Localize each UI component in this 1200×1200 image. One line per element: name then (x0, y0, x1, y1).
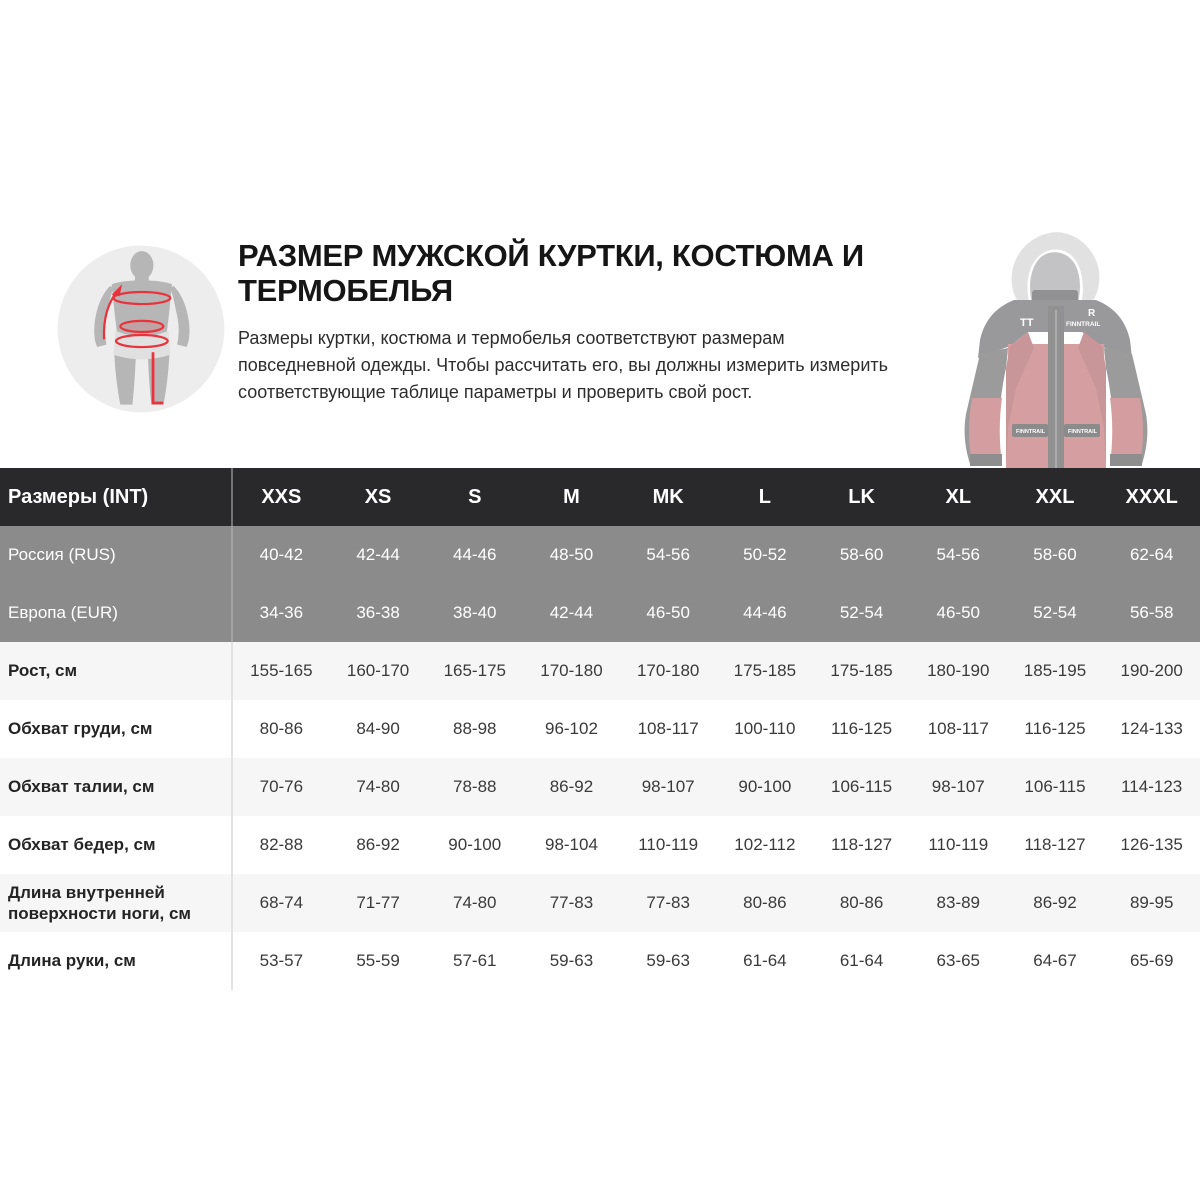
jacket-chest-logo: TT (1020, 317, 1034, 329)
size-cell: 36-38 (356, 603, 400, 622)
row-label: Обхват талии, см (0, 758, 233, 816)
size-cell: 44-46 (743, 603, 787, 622)
table-row (0, 874, 1200, 932)
table-row (0, 526, 1200, 584)
size-cell: 84-90 (356, 719, 400, 738)
size-cell: 78-88 (453, 777, 497, 796)
column-header-m: M (563, 485, 580, 508)
row-label: Длина внутренней поверхности ноги, см (0, 874, 233, 932)
table-corner-label: Размеры (INT) (0, 468, 233, 526)
table-row (0, 584, 1200, 642)
size-cell: 59-63 (646, 951, 690, 970)
intro-text-block (238, 238, 938, 406)
row-label: Европа (EUR) (0, 584, 233, 642)
size-cell: 46-50 (936, 603, 981, 622)
row-label: Россия (RUS) (0, 526, 233, 584)
size-cell: 96-102 (544, 719, 598, 738)
size-cell: 52-54 (839, 603, 884, 622)
size-cell: 42-44 (356, 545, 400, 564)
column-header-xxs: XXS (261, 485, 302, 508)
size-cell: 165-175 (443, 661, 506, 680)
size-cell: 80-86 (743, 893, 787, 912)
size-cell: 170-180 (540, 661, 603, 680)
column-header-xs: XS (364, 485, 392, 508)
size-cell: 108-117 (637, 719, 699, 738)
size-cell: 175-185 (733, 661, 797, 680)
page-description: Размеры куртки, костюма и термобелья соответствуют размерам повседневной одежды. Чтобы рассчитать его, вы должны измерить измерить соответствующие таблице параметры и проверить свой рост. (238, 328, 888, 403)
size-cell: 83-89 (936, 893, 981, 912)
size-cell: 80-86 (839, 893, 884, 912)
size-cell: 185-195 (1023, 661, 1087, 680)
size-cell: 155-165 (250, 661, 313, 680)
size-cell: 100-110 (734, 719, 796, 738)
size-cell: 52-54 (1033, 603, 1077, 622)
size-cell: 74-80 (356, 777, 400, 796)
size-cell: 170-180 (636, 661, 700, 680)
row-label: Обхват бедер, см (0, 816, 233, 874)
size-cell: 86-92 (549, 777, 594, 796)
size-cell: 70-76 (259, 777, 304, 796)
column-header-xl: XL (945, 485, 972, 508)
size-cell: 98-107 (931, 777, 985, 796)
size-cell: 34-36 (259, 603, 304, 622)
size-cell: 116-125 (831, 719, 893, 738)
column-header-xxxl: XXXL (1125, 485, 1178, 508)
column-header-l: L (758, 485, 771, 508)
size-cell: 63-65 (936, 951, 981, 970)
table-row (0, 642, 1200, 700)
size-cell: 118-127 (831, 835, 893, 854)
page-title: РАЗМЕР МУЖСКОЙ КУРТКИ, КОСТЮМА И ТЕРМОБЕЛЬЯ (238, 238, 864, 309)
size-cell: 50-52 (743, 545, 787, 564)
size-cell: 98-104 (544, 835, 598, 854)
size-cell: 114-123 (1121, 777, 1183, 796)
size-cell: 54-56 (646, 545, 690, 564)
jacket-product-photo (950, 228, 1162, 468)
size-cell: 102-112 (734, 835, 796, 854)
body-measurement-diagram (55, 243, 227, 415)
size-cell: 54-56 (936, 545, 981, 564)
size-cell: 68-74 (259, 893, 304, 912)
table-header-row (0, 468, 1200, 526)
size-cell: 86-92 (1033, 893, 1077, 912)
column-header-lk: LK (848, 485, 875, 508)
jacket-graphic (950, 228, 1162, 468)
size-cell: 82-88 (259, 835, 304, 854)
column-header-mk: MK (652, 485, 684, 508)
size-cell: 55-59 (356, 951, 400, 970)
size-cell: 40-42 (259, 545, 304, 564)
table-row (0, 700, 1200, 758)
size-cell: 44-46 (453, 545, 497, 564)
size-cell: 61-64 (743, 951, 787, 970)
size-cell: 58-60 (839, 545, 884, 564)
size-cell: 89-95 (1129, 893, 1174, 912)
jacket-pocket-text-right: FINNTRAIL (1068, 429, 1098, 435)
size-cell: 46-50 (646, 603, 690, 622)
row-label: Обхват груди, см (0, 700, 233, 758)
size-cell: 61-64 (839, 951, 884, 970)
table-row (0, 816, 1200, 874)
size-cell: 59-63 (549, 951, 594, 970)
size-cell: 62-64 (1129, 545, 1174, 564)
size-cell: 53-57 (259, 951, 304, 970)
size-cell: 56-58 (1129, 603, 1174, 622)
size-cell: 90-100 (738, 777, 792, 796)
size-cell: 190-200 (1120, 661, 1183, 680)
size-cell: 98-107 (641, 777, 695, 796)
size-cell: 110-119 (928, 835, 989, 854)
size-cell: 126-135 (1120, 835, 1183, 854)
size-cell: 106-115 (831, 777, 893, 796)
row-label: Рост, см (0, 642, 233, 700)
size-cell: 86-92 (356, 835, 400, 854)
size-cell: 118-127 (1024, 835, 1086, 854)
table-row (0, 932, 1200, 990)
size-cell: 106-115 (1024, 777, 1086, 796)
size-cell: 65-69 (1129, 951, 1174, 970)
column-header-s: S (468, 485, 482, 508)
size-cell: 58-60 (1033, 545, 1077, 564)
size-cell: 116-125 (1024, 719, 1086, 738)
size-cell: 57-61 (453, 951, 497, 970)
size-cell: 48-50 (549, 545, 594, 564)
size-cell: 160-170 (346, 661, 410, 680)
size-cell: 88-98 (453, 719, 497, 738)
size-cell: 90-100 (448, 835, 502, 854)
size-cell: 64-67 (1033, 951, 1077, 970)
jacket-pocket-text-left: FINNTRAIL (1016, 429, 1046, 435)
size-cell: 80-86 (259, 719, 304, 738)
size-cell: 180-190 (927, 661, 990, 680)
size-cell: 77-83 (549, 893, 594, 912)
row-label: Длина руки, см (0, 932, 233, 990)
size-cell: 77-83 (646, 893, 690, 912)
body-diagram-graphic (55, 243, 227, 415)
jacket-brand-text: FINNTRAIL (1066, 321, 1101, 328)
size-cell: 42-44 (549, 603, 594, 622)
size-cell: 124-133 (1120, 719, 1183, 738)
column-header-xxl: XXL (1035, 485, 1075, 508)
size-cell: 71-77 (356, 893, 400, 912)
size-cell: 74-80 (453, 893, 497, 912)
size-cell: 110-119 (638, 835, 699, 854)
table-row (0, 758, 1200, 816)
size-cell: 175-185 (830, 661, 893, 680)
size-cell: 38-40 (453, 603, 497, 622)
size-table (0, 468, 1200, 990)
size-cell: 108-117 (927, 719, 989, 738)
jacket-shoulder-logo: R (1088, 308, 1096, 319)
